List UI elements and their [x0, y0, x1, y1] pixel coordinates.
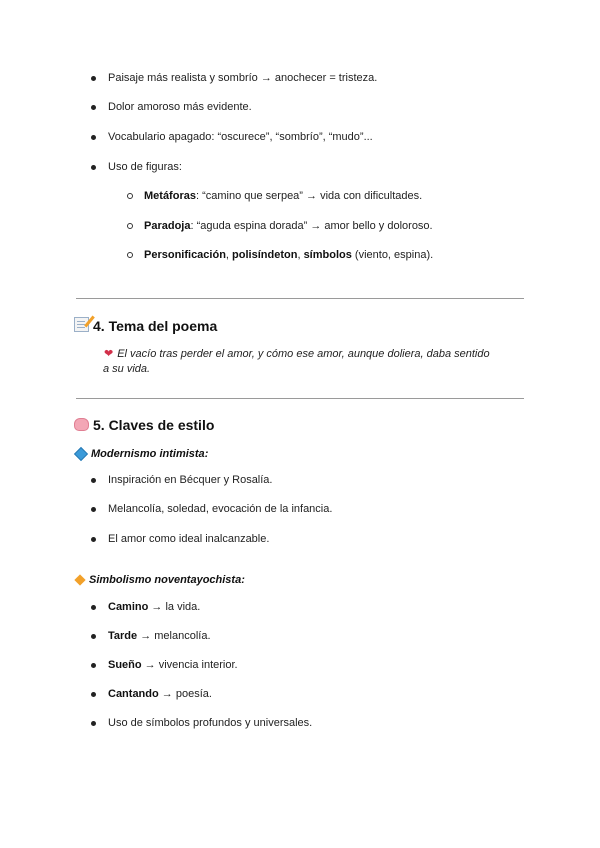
- bullet-dot: [91, 663, 96, 668]
- section-divider: [76, 298, 524, 299]
- list-item-text: [108, 599, 200, 615]
- section-divider: [76, 398, 524, 399]
- separator: ,: [297, 249, 304, 261]
- definition: : “aguda espina dorada” → amor bello y doloroso.: [190, 220, 433, 232]
- bullet-circle: [127, 193, 133, 199]
- list-item-text: [108, 628, 211, 644]
- section-title: 5. Claves de estilo: [93, 417, 215, 433]
- term: símbolos: [303, 249, 352, 261]
- quote-line-1: El vacío tras perder el amor, y cómo ese amor, aunque doliera, daba sentido: [117, 348, 490, 360]
- bullet-dot: [91, 507, 96, 512]
- bullet-dot: [91, 634, 96, 639]
- list-item-text: Uso de símbolos profundos y universales.: [108, 717, 313, 729]
- list-item-text: Vocabulario apagado: “oscurece”, “sombrío”, “mudo”...: [108, 131, 373, 143]
- colon: :: [241, 574, 245, 586]
- definition: → vivencia interior.: [141, 659, 238, 671]
- subsection-title: Simbolismo noventayochista: [89, 574, 242, 586]
- section-title: 4. Tema del poema: [93, 318, 218, 334]
- bullet-dot: [91, 721, 96, 726]
- term: Personificación: [144, 249, 226, 261]
- bullet-dot: [91, 165, 96, 170]
- section-heading: [74, 316, 217, 336]
- separator: ,: [225, 249, 233, 261]
- list-item-text: Melancolía, soledad, evocación de la infancia.: [108, 503, 333, 515]
- colon: :: [204, 448, 209, 460]
- sublist-item-text: [144, 247, 433, 263]
- list-item-text: El amor como ideal inalcanzable.: [108, 533, 270, 545]
- term: polisíndeton: [232, 249, 298, 261]
- term: Paradoja: [144, 220, 191, 232]
- subsection-heading: [74, 446, 208, 462]
- list-item-text: Uso de figuras:: [108, 161, 182, 173]
- term: Metáforas: [144, 190, 196, 202]
- section-heading: [74, 415, 214, 435]
- definition: : “camino que serpea” → vida con dificultades.: [195, 190, 423, 202]
- definition: → melancolía.: [137, 630, 211, 642]
- definition: (viento, espina).: [351, 249, 434, 261]
- broken-heart-icon: ❤: [104, 348, 114, 360]
- list-item-text: [108, 657, 238, 673]
- bullet-dot: [91, 135, 96, 140]
- list-item-text: Inspiración en Bécquer y Rosalía.: [108, 474, 273, 486]
- theme-quote: [104, 347, 504, 377]
- list-item-text: Paisaje más realista y sombrío → anochecer = tristeza.: [108, 72, 378, 84]
- bullet-circle: [127, 252, 133, 258]
- bullet-circle: [127, 223, 133, 229]
- orange-diamond-icon: [74, 574, 85, 585]
- bullet-dot: [91, 76, 96, 81]
- sublist-item-text: [144, 188, 422, 204]
- bullet-dot: [91, 478, 96, 483]
- subsection-heading: [74, 572, 245, 588]
- bullet-dot: [91, 537, 96, 542]
- term: Camino: [108, 601, 149, 613]
- list-item-text: Dolor amoroso más evidente.: [108, 101, 252, 113]
- list-item-text: [108, 686, 212, 702]
- quote-line-2: a su vida.: [103, 363, 151, 375]
- definition: → la vida.: [148, 601, 201, 613]
- definition: → poesía.: [158, 688, 212, 700]
- subsection-title: Modernismo intimista: [91, 448, 205, 460]
- term: Cantando: [108, 688, 159, 700]
- sublist-item-text: [144, 218, 433, 234]
- brain-icon: [74, 418, 89, 431]
- term: Tarde: [108, 630, 138, 642]
- term: Sueño: [108, 659, 142, 671]
- bullet-dot: [91, 605, 96, 610]
- memo-icon: [74, 317, 89, 332]
- blue-diamond-icon: [74, 447, 88, 461]
- bullet-dot: [91, 105, 96, 110]
- bullet-dot: [91, 692, 96, 697]
